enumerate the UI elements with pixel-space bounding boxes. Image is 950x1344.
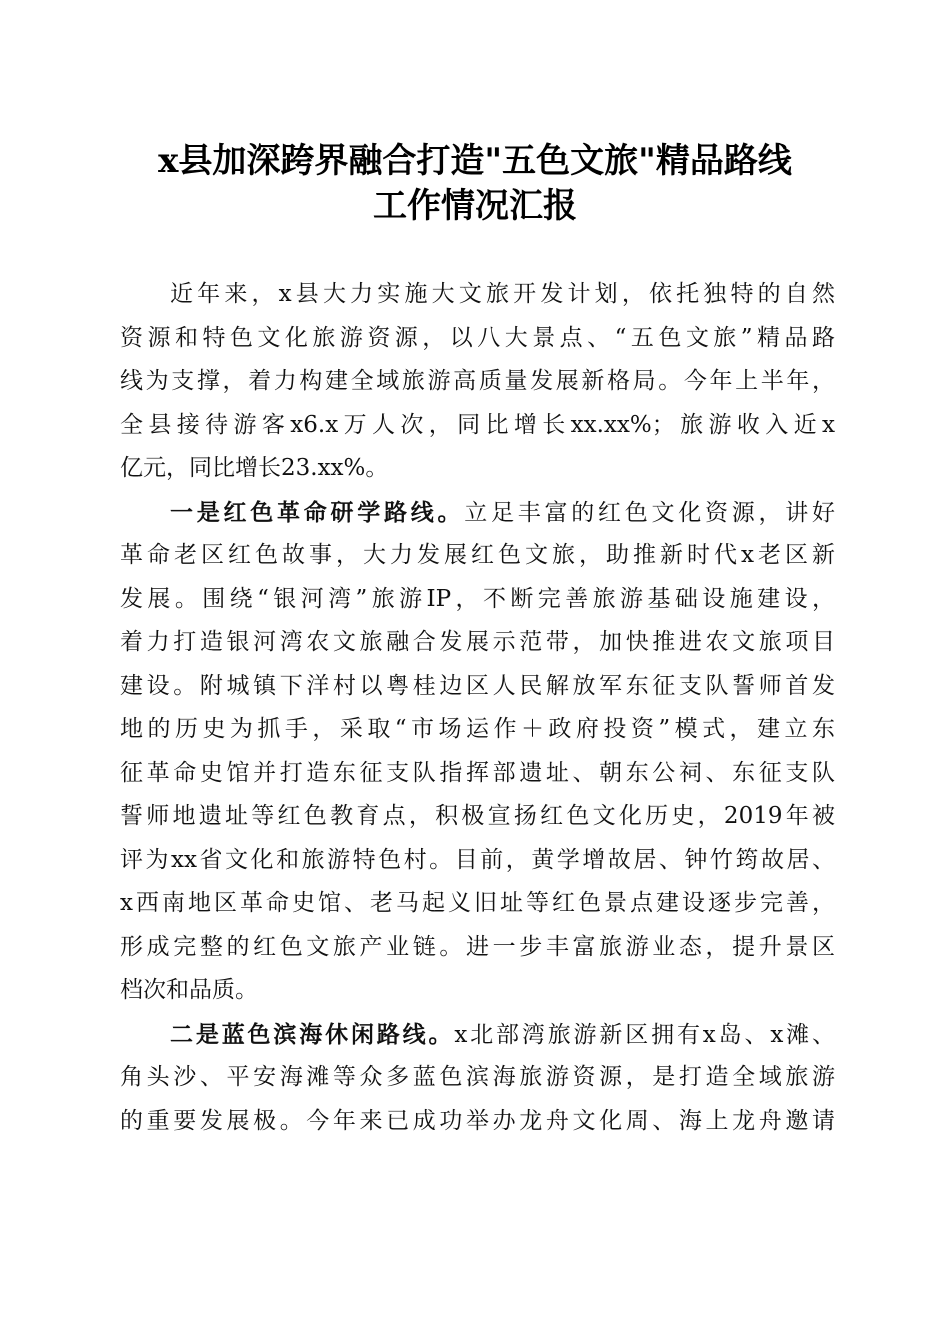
document-title-line-2: 工作情况汇报 [373, 186, 577, 226]
text-line: 建设。附城镇下洋村以粤桂边区人民解放军东征支队誓师首发 [120, 672, 835, 699]
text-line: 形成完整的红色文旅产业链。进一步丰富旅游业态，提升景区 [120, 933, 835, 960]
text-line: 的重要发展极。今年来已成功举办龙舟文化周、海上龙舟邀请 [120, 1107, 835, 1134]
text-line: 着力打造银河湾农文旅融合发展示范带，加快推进农文旅项目 [120, 629, 835, 655]
document-body [120, 273, 835, 1143]
text-line: 档次和品质。 [120, 977, 258, 1003]
text-line-rest: x北部湾旅游新区拥有x岛、x滩、 [454, 1021, 835, 1048]
text-line: 发展。围绕“银河湾”旅游IP，不断完善旅游基础设施建设， [120, 585, 835, 612]
text-line: 革命老区红色故事，大力发展红色文旅，助推新时代x老区新 [120, 542, 835, 568]
text-line: 资源和特色文化旅游资源，以八大景点、“五色文旅”精品路 [120, 324, 835, 351]
document-title-line-1: x县加深跨界融合打造"五色文旅"精品路线 [158, 141, 792, 181]
text-line: 地的历史为抓手，采取“市场运作＋政府投资”模式，建立东 [120, 716, 835, 742]
text-line: 评为xx省文化和旅游特色村。目前，黄学增故居、钟竹筠故居、 [120, 846, 835, 873]
text-line: 亿元，同比增长23.xx%。 [120, 455, 389, 481]
section-heading-red: 一是红色革命研学路线。 [170, 498, 465, 526]
text-line: x西南地区革命史馆、老马起义旧址等红色景点建设逐步完善， [120, 890, 835, 916]
text-line [120, 491, 835, 535]
text-line [120, 1013, 835, 1057]
text-line: 征革命史馆并打造东征支队指挥部遗址、朝东公祠、东征支队 [120, 759, 835, 786]
text-line: 誓师地遗址等红色教育点，积极宣扬红色文化历史，2019年被 [120, 803, 835, 829]
text-line: 全县接待游客x6.x万人次，同比增长xx.xx%；旅游收入近x [120, 411, 835, 438]
text-line: 角头沙、平安海滩等众多蓝色滨海旅游资源，是打造全域旅游 [120, 1064, 835, 1090]
text-line: 近年来，x县大力实施大文旅开发计划，依托独特的自然 [170, 281, 835, 307]
section-heading-blue: 二是蓝色滨海休闲路线。 [170, 1020, 455, 1048]
text-line-rest: 立足丰富的红色文化资源，讲好 [464, 499, 835, 526]
text-line: 线为支撑，着力构建全域旅游高质量发展新格局。今年上半年， [120, 368, 835, 394]
